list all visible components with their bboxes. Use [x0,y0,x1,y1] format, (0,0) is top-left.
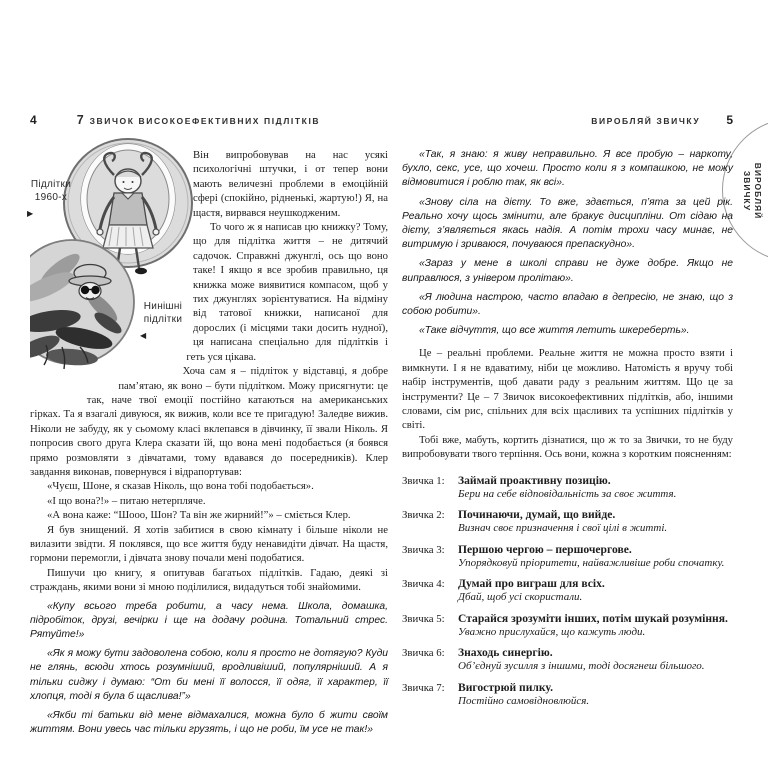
label-teens-now: Нинішні підлітки [143,301,183,325]
habit-item-6 [402,646,733,674]
habit-title: Вигострюй пилку. [458,680,553,694]
habit-desc: Уважно прислухайся, що кажуть люди. [458,625,646,638]
teen-quote: «Таке відчуття, що все життя летить шкереберть». [419,325,690,337]
page-right [402,113,733,715]
page-number-right: 5 [726,113,733,127]
habit-label: Звичка 3: [402,543,445,556]
habits-list [402,474,733,709]
habit-item-7 [402,681,733,709]
habit-desc: Визнач своє призначення і свої цілі в житті. [458,522,668,535]
habit-title: Займай проактивну позицію. [458,473,611,487]
teen-quote: «Якби ті батьки від мене відмахалися, можна було б жити своїм життям. Вони увесь час тільки грузять, і що не роби, їм усе не так!» [30,710,388,736]
paragraph: Хоча сам я – підліток у відставці, я добре пам’ятаю, як воно – бути підлітком. Можу присягнути: це так, наче твої емоції постійно катаються на американських гірках. Та я взагалі дивуюся, як вижив, коли все те пригадую! Заледве вижив. Ніколи не забуду, як у сьомому класі вклепався в дівчинку, її звали Ніколь. Я попросив свого друга Клера сказати їй, що вона мені подобається (я боявся прямо розмовляти з дівчатами, тому вдавався до посередників). Клер завдання виконав, повернувся і відрапортував: [30,365,388,478]
paragraph: Це – реальні проблеми. Реальне життя не можна просто взяти і вимкнути. І я не вдаватиму, ніби це можливо. Натомість я вручу тобі набір інструментів, щоб давати раду з реальним життям. Що це за інструменти? Це – 7 Звичок високоефективних підлітків, або, іншими словами, сім рис, спільних для всіх щасливих та успішних підлітків у світі. [402,347,733,432]
habit-label: Звичка 4: [402,578,445,591]
habit-desc: Об’єднуй зусилля з іншими, тоді досягнеш більшого. [458,660,705,673]
paragraph: То чого ж я написав цю книжку? Тому, що для підлітка життя – не дитячий садочок. Справжні джунглі, ось що воно таке! І якщо я все зробив правильно, ця книжка може виявитися компасом, щоб у тих джунглях зорієнтуватися. На відміну від татової книжки, написаної для дорослих (і місцями таки досить нудної), ця написана спеціально для підлітків і геть уся цікава. [186,221,388,363]
paragraph: Я був знищений. Я хотів забитися в свою кімнату і більше ніколи не вилазити звідти. Я поклявся, що все життя буду ненавидіти дівчат. На щастя, гормони перемогли, і дівчата знову почали мені подобатися. [30,523,388,565]
body-text-right [402,135,733,708]
dialog-line: «І що вона?!» – питаю нетерпляче. [47,494,206,507]
paragraph: Він випробовував на нас усякі психологічні штучки, і от тепер вони мають величезні проблеми в емоційній сфері (спокійно, рідненькі, жартую!) Я, на щастя, вирвався неушкодженим. [193,149,388,219]
habit-item-5 [402,612,733,640]
running-head-title-left: 7 ЗВИЧОК ВИСОКОЕФЕКТИВНИХ ПІДЛІТКІВ [76,113,321,127]
habit-title: Першою чергою – першочергове. [458,542,632,556]
page-left [27,113,388,742]
habit-item-4 [402,577,733,605]
habit-item-2 [402,508,733,536]
habit-desc: Дбай, щоб усі скористали. [458,591,583,604]
arrow-left-icon: ◀ [140,331,147,340]
habit-label: Звичка 5: [402,612,445,625]
teen-quote: «Купу всього треба робити, а часу нема. Школа, домашка, підробіток, друзі, вечірки і ще на додачу родина. Тотальний стрес. Рятуйте!» [30,600,388,640]
habit-title: Думай про виграш для всіх. [458,577,605,591]
habit-label: Звичка 1: [402,474,445,487]
running-head-right [402,113,733,128]
habit-desc: Упорядковуй пріоритети, найважливіше роби спочатку. [458,556,725,569]
paragraph: Пишучи цю книгу, я опитував багатьох підлітків. Гадаю, деякі зі страждань, якими вони зі мною поділилися, видадуться тобі знайомими. [30,566,388,594]
teen-quote: «Я людина настрою, часто впадаю в депресію, не знаю, що з собою робити». [402,291,733,318]
teen-quote: «Так, я знаю: я живу неправильно. Я все пробую – наркоту, бухло, секс, усе, що хочеш. Просто коли я з компашкою, не можу відмовитися і роблю так, як всі». [402,149,733,189]
habit-label: Звичка 2: [402,509,445,522]
habit-title: Починаючи, думай, що вийде. [458,508,616,522]
teen-quote: «Як я можу бути задоволена собою, коли я просто не дотягую? Куди не глянь, всюди хтось розумніший, вродливіший, популярніший. А я тільки сиджу і думаю: “От би мені її волосся, її одяг, її характер, її хлопця, тоді я була б щаслива!”» [30,648,388,702]
page-number-left: 4 [30,113,37,127]
dialog-line: «А вона каже: “Шооо, Шон? Та він же жирний!”» – сміється Клер. [47,509,351,522]
paragraph: Тобі вже, мабуть, кортить дізнатися, що ж то за Звички, то не буду випробовувати твого терпіння. Ось вони, кожна з коротким поясненням: [402,433,733,461]
arrow-right-icon: ▶ [27,209,34,218]
teens-illustration-drawing [30,135,215,403]
running-head-title-right: ВИРОБЛЯЙ ЗВИЧКУ [591,116,701,126]
habit-title: Старайся зрозуміти інших, потім шукай розуміння. [458,611,728,625]
chapter-tab-label: ВИРОБЛЯЙ ЗВИЧКУ [742,162,763,220]
habit-item-1 [402,474,733,502]
habit-title: Знаходь синергію. [458,646,553,660]
teens-illustration [27,135,215,403]
habit-desc: Бери на себе відповідальність за своє життя. [458,487,677,500]
running-head-left [30,113,388,128]
teen-quote: «Зараз у мене в школі справи не дуже добре. Якщо не виправлюся, з універом пролітаю». [402,258,733,284]
habit-label: Звичка 7: [402,681,445,694]
label-teens-1960s: Підлітки 1960-х [30,179,72,203]
habit-label: Звичка 6: [402,647,445,660]
dialog-line: «Чуєш, Шоне, я сказав Ніколь, що вона тобі подобається». [47,480,314,493]
body-text-left [27,135,388,737]
habit-desc: Постійно самовідновлюйся. [458,694,590,707]
habit-item-3 [402,543,733,571]
teen-quote: «Знову сіла на дієту. То вже, здається, п’ята за цей рік. Реально хочу щось змінити, але бракує дисципліни. От сідаю на дієту, з’являється якась надія. А потім трохи часу минає, не витримую і зриваюся, почуваюся препаскудно». [402,196,733,251]
